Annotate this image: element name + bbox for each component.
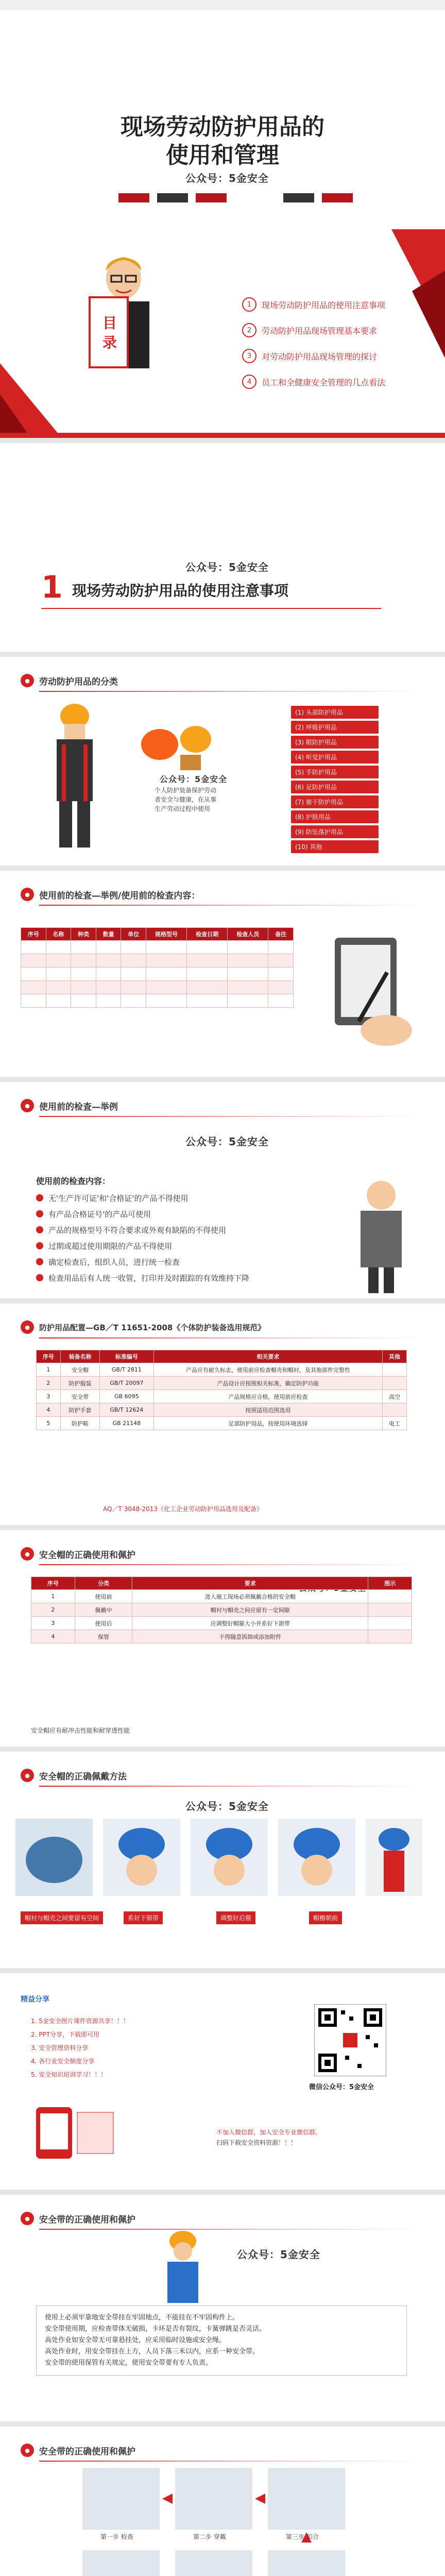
table-cell (268, 941, 294, 954)
header-underline (39, 905, 420, 906)
classification-item: (6) 足防护用品 (291, 781, 379, 793)
section1-slide (0, 443, 445, 652)
list-item: 确定检查后，组织人员，进行统一检查 (36, 1257, 324, 1267)
promo-lines (31, 2014, 129, 2081)
table-cell (96, 941, 121, 954)
header-underline (39, 1116, 420, 1117)
helmet-tag: 调整好后箍 (216, 1911, 255, 1924)
table-row (37, 1363, 407, 1377)
step-caption: 第一步 检查 (100, 2533, 133, 2540)
table-header-cell: 检查人员 (228, 928, 268, 941)
slide-header (21, 1317, 265, 1337)
separator (0, 438, 445, 443)
table-cell (121, 941, 146, 954)
header-badge-icon: ● (21, 888, 34, 901)
table-header-cell: 序号 (21, 928, 46, 941)
separator (0, 1077, 445, 1082)
table-row (31, 1590, 412, 1603)
table-cell (121, 994, 146, 1008)
table-cell (71, 994, 96, 1008)
cover-bg-shapes (0, 229, 445, 438)
table-cell: 帽衬与帽壳之间应留有一定间隙 (132, 1603, 368, 1617)
table-cell (383, 1403, 407, 1417)
check-list-slide (0, 1082, 445, 1298)
table-cell (268, 968, 294, 981)
list-item: 过期或超过使用期限的产品不得使用 (36, 1241, 324, 1251)
table-cell (268, 954, 294, 968)
table-cell (368, 1630, 412, 1643)
list-item: 产品的规格型号不符合要求或外观有缺陷的不得使用 (36, 1225, 324, 1235)
cover-slide (0, 0, 445, 229)
table-row (21, 941, 294, 954)
bullet-icon (36, 1242, 43, 1249)
cover-pill-3 (196, 193, 227, 202)
helmet-tag: 帽衬与帽壳之间要留有空间 (21, 1911, 103, 1924)
separator (0, 1968, 445, 1973)
table-cell (21, 968, 46, 981)
classification-item: (8) 护肤用品 (291, 810, 379, 823)
table-cell (121, 954, 146, 968)
table-cell (46, 941, 71, 954)
slide-header (21, 1095, 118, 1116)
bullet-icon (36, 1210, 43, 1217)
classification-item: (9) 防坠落护用品 (291, 825, 379, 838)
table-cell: 高空 (383, 1390, 407, 1403)
separator (0, 2421, 445, 2427)
separator (0, 652, 445, 657)
table-cell (383, 1377, 407, 1390)
classification-item: (7) 躯干防护用品 (291, 795, 379, 808)
table-cell (146, 994, 186, 1008)
bullet-icon (36, 1274, 43, 1281)
table-cell (46, 994, 71, 1008)
toc-num: 3 (242, 349, 256, 363)
table-row (37, 1377, 407, 1390)
table-row (21, 994, 294, 1008)
inspector-illustration (340, 1175, 422, 1293)
table-header-cell: 分类 (75, 1577, 132, 1590)
table-cell: 使用后 (75, 1617, 132, 1630)
table-cell (121, 968, 146, 981)
table-cell: GB/T 20097 (100, 1377, 153, 1390)
header-underline (39, 691, 420, 692)
ppe-gear-illustration (139, 714, 221, 775)
classification-slide (0, 657, 445, 866)
toc-text: 现场劳动防护用品的使用注意事项 (262, 300, 386, 310)
table-cell (46, 954, 71, 968)
table-cell (71, 968, 96, 981)
table-cell (368, 1590, 412, 1603)
table-cell: GB 6095 (100, 1390, 153, 1403)
phone-illustration (31, 2102, 118, 2164)
table-cell (71, 954, 96, 968)
slide-header-title: 安全帽的正确佩戴方法 (39, 1771, 127, 1782)
table-cell: 防护鞋 (60, 1417, 99, 1430)
table-cell (21, 994, 46, 1008)
step-caption: 第二步 穿戴 (193, 2533, 226, 2540)
check-list-watermark: 公众号：5金安全 (185, 1136, 269, 1148)
table-row (31, 1617, 412, 1630)
toc-text: 对劳动防护用品现场管理的探讨 (262, 351, 378, 362)
toc-item-1[interactable] (242, 294, 385, 315)
table-cell: 佩戴中 (75, 1603, 132, 1617)
table-cell (96, 981, 121, 994)
wear-note: 安全帽应有耐冲击性能和耐穿透性能 (31, 1727, 130, 1734)
helmet-tag: 帽檐朝前 (309, 1911, 342, 1924)
table-cell (21, 981, 46, 994)
belt-notes-slide (0, 2195, 445, 2421)
table-cell: 按照适用范围选用 (153, 1403, 383, 1417)
slide-header (21, 2440, 135, 2461)
classification-caption-3: 生产劳动过程中使用 (155, 805, 211, 812)
wear-table-slide (0, 1530, 445, 1747)
table-row (37, 1417, 407, 1430)
table-cell (187, 994, 228, 1008)
table-header-cell: 其他 (383, 1350, 407, 1363)
separator (0, 866, 445, 871)
classification-item: (4) 听觉护用品 (291, 751, 379, 764)
header-underline (39, 1564, 420, 1565)
toc-item-4[interactable] (242, 371, 385, 393)
table-cell (368, 1603, 412, 1617)
table-cell (228, 968, 268, 981)
table-cell (96, 954, 121, 968)
bullet-icon (36, 1258, 43, 1265)
slide-header (21, 2208, 135, 2229)
slide-header-title: 使用前的检查—举例 (39, 1101, 118, 1112)
helmet-wear-slide (0, 1752, 445, 1968)
classification-list (291, 706, 379, 855)
table-cell: 3 (31, 1617, 75, 1630)
table-cell (228, 941, 268, 954)
helmet-photos (15, 1819, 427, 1901)
cover-pill-1 (118, 193, 149, 202)
config-footnote: AQ／T 3048-2013《化工企业劳动防护用品选用及配备》 (103, 1505, 263, 1513)
table-cell: 2 (37, 1377, 61, 1390)
classification-watermark: 公众号：5金安全 (160, 774, 228, 784)
classification-item: (2) 呼吸护用品 (291, 721, 379, 734)
classification-caption-1: 个人防护装备保护劳动 (155, 787, 217, 794)
worker-illustration (155, 2226, 211, 2308)
bullet-icon (36, 1226, 43, 1233)
table-cell (96, 994, 121, 1008)
table-cell: 产品规格应合格，使用前应检查 (153, 1390, 383, 1403)
table-cell: 应调整好帽箍大小并系好下颌带 (132, 1617, 368, 1630)
table-cell: 4 (37, 1403, 61, 1417)
table-cell: GB/T 12624 (100, 1403, 153, 1417)
table-cell (268, 994, 294, 1008)
belt-notes-box (36, 2306, 407, 2376)
promo-slide (0, 1973, 445, 2190)
classification-item: (10) 其他 (291, 840, 379, 853)
table-cell: GB/T 2811 (100, 1363, 153, 1377)
table-cell (146, 941, 186, 954)
slide-header (21, 884, 200, 905)
table-cell (187, 954, 228, 968)
promo-title: 精益分享 (21, 1995, 49, 2004)
separator (0, 1747, 445, 1752)
clipboard-hand-illustration (319, 927, 422, 1061)
slide-header-title: 安全帽的正确使用和佩护 (39, 1550, 135, 1561)
belt-note: 安全带的使用保管有关规定，使用安全带要有专人负责。 (45, 2359, 213, 2367)
helmet-watermark: 公众号：5金安全 (185, 1800, 269, 1812)
belt-steps-slide (0, 2427, 445, 2576)
check-list (36, 1193, 324, 1289)
promo-line: 2. PPT分享，下载即可用 (31, 2031, 100, 2038)
table-row (37, 1403, 407, 1417)
table-cell: 不得随意拆卸或添加附件 (132, 1630, 368, 1643)
table-header-cell: 数量 (96, 928, 121, 941)
table-row (37, 1390, 407, 1403)
cover-title-line1: 现场劳动防护用品的 (121, 114, 324, 140)
cover-top-bar (0, 0, 445, 10)
check-table-slide (0, 871, 445, 1077)
classification-item: (3) 眼防护用品 (291, 736, 379, 749)
table-cell: 防护服装 (60, 1377, 99, 1390)
config-table-slide (0, 1303, 445, 1525)
slide-header-title: 安全带的正确使用和佩护 (39, 2446, 135, 2457)
table-header-cell: 备注 (268, 928, 294, 941)
header-badge-icon: ● (21, 674, 34, 687)
table-cell (228, 994, 268, 1008)
table-cell: 5 (37, 1417, 61, 1430)
bullet-icon (36, 1194, 43, 1201)
table-cell (146, 954, 186, 968)
table-header-cell: 检查日期 (187, 928, 228, 941)
cover-title-line2: 使用和管理 (166, 142, 279, 168)
section1-number: 1 (41, 569, 63, 605)
header-underline (39, 1786, 420, 1787)
toc-num: 2 (242, 323, 256, 337)
cover-pill-2 (157, 193, 188, 202)
table-cell (187, 968, 228, 981)
table-cell: 产品应有耐久标志，使用前应检查帽壳和帽衬，及其他部件完整性 (153, 1363, 383, 1377)
cover-toc-area (0, 229, 445, 438)
table-cell: 使用前 (75, 1590, 132, 1603)
table-cell: 电工 (383, 1417, 407, 1430)
table-cell (21, 941, 46, 954)
cover-pill-5 (322, 193, 353, 202)
section1-title: 现场劳动防护用品的使用注意事项 (72, 582, 289, 599)
table-cell: 防护手套 (60, 1403, 99, 1417)
promo-side-text: 不加入微信群，加入安全专业微信群。 (216, 2129, 322, 2136)
slide-header (21, 1544, 135, 1564)
cover-pill-4 (283, 193, 314, 202)
table-header-cell: 序号 (31, 1577, 75, 1590)
promo-side-text-2: 扫码下载安全资料资源！！！ (216, 2139, 297, 2146)
table-cell (383, 1363, 407, 1377)
promo-line: 4. 各行业安全制度分享 (31, 2058, 95, 2065)
check-table (21, 927, 294, 1008)
table-cell (71, 941, 96, 954)
table-cell (146, 981, 186, 994)
table-cell: 保管 (75, 1630, 132, 1643)
step-caption: 第三步 扣合 (286, 2533, 319, 2540)
qr-code-icon (314, 2004, 386, 2076)
table-cell (228, 981, 268, 994)
table-cell (368, 1617, 412, 1630)
table-cell: 2 (31, 1603, 75, 1617)
header-underline (39, 2229, 420, 2230)
catalog-label: 目 录 (100, 315, 117, 349)
promo-line: 3. 安全管理资料分享 (31, 2044, 89, 2052)
table-cell (146, 968, 186, 981)
header-badge-icon: ● (21, 1769, 34, 1782)
table-cell: 1 (37, 1363, 61, 1377)
header-badge-icon: ● (21, 1547, 34, 1561)
classification-item: (1) 头部防护用品 (291, 706, 379, 719)
toc-num: 4 (242, 375, 256, 389)
header-badge-icon: ● (21, 1320, 34, 1334)
belt-note: 安全带使用期，应检查带体无破损，卡环是否有裂纹，卡簧弹跳是否灵活。 (45, 2325, 266, 2333)
ppe-worker-illustration (36, 698, 113, 853)
table-cell (187, 981, 228, 994)
slide-header-title: 使用前的检查—举例/使用前的检查内容： (39, 890, 200, 901)
table-row (31, 1603, 412, 1617)
slide-header-title: 安全带的正确使用和佩护 (39, 2214, 135, 2225)
table-cell: 足部防护用品，按使用环境选择 (153, 1417, 383, 1430)
separator (0, 1525, 445, 1530)
table-header-cell: 装备名称 (60, 1350, 99, 1363)
table-row (31, 1630, 412, 1643)
table-cell (96, 968, 121, 981)
table-row (21, 981, 294, 994)
table-header-cell: 规格型号 (146, 928, 186, 941)
toc-item-2[interactable] (242, 319, 377, 341)
section1-watermark: 公众号：5金安全 (185, 561, 269, 573)
table-row (21, 968, 294, 981)
table-cell (268, 981, 294, 994)
list-item: 有产品合格证号'的产品可使用 (36, 1209, 324, 1219)
classification-caption-2: 者安全与健康，在从事 (155, 796, 217, 803)
belt-note: 使用上必须牢靠地安全带挂在牢固地点，不能挂在不牢固构件上。 (45, 2314, 239, 2321)
table-cell: 1 (31, 1590, 75, 1603)
belt-notes-watermark: 公众号：5金安全 (237, 2248, 320, 2261)
table-cell: 安全帽 (60, 1363, 99, 1377)
classification-item: (5) 手防护用品 (291, 766, 379, 778)
table-cell: 3 (37, 1390, 61, 1403)
config-table (36, 1350, 407, 1430)
table-cell: GB 21148 (100, 1417, 153, 1430)
table-header-cell: 要求 (132, 1577, 368, 1590)
check-list-subheader: 使用前的检查内容： (36, 1176, 111, 1186)
section1-underline (41, 608, 381, 609)
table-cell: 进入施工现场必须佩戴合格的安全帽 (132, 1590, 368, 1603)
table-cell (187, 941, 228, 954)
belt-note: 高处作业如安全带无可靠悬挂处，应采用临时设施或安全绳。 (45, 2336, 226, 2344)
list-item: 检查用品后有人统一收管，打印并及时跟踪的有效维持下降 (36, 1273, 324, 1283)
header-underline (39, 2461, 420, 2462)
slide-header (21, 1765, 127, 1786)
header-underline (39, 1337, 420, 1338)
toc-text: 劳动防护用品现场管理基本要求 (262, 326, 378, 336)
table-cell: 安全带 (60, 1390, 99, 1403)
table-cell (21, 954, 46, 968)
separator (0, 1298, 445, 1303)
table-header-cell: 序号 (37, 1350, 61, 1363)
belt-note: 高处作业时，用安全带挂在上方，人员下落三米以内，应系一种安全带。 (45, 2348, 260, 2355)
header-badge-icon: ● (21, 1099, 34, 1112)
toc-item-3[interactable] (242, 345, 377, 367)
table-cell: 4 (31, 1630, 75, 1643)
promo-wechat-label: 微信公众号：5金安全 (309, 2083, 374, 2091)
table-cell: 产品设计应按照相关标准，确定防护功能 (153, 1377, 383, 1390)
belt-step-photos (82, 2468, 350, 2576)
slide-header-title: 劳动防护用品的分类 (39, 676, 118, 687)
table-header-cell: 名称 (46, 928, 71, 941)
table-header-cell: 相关要求 (153, 1350, 383, 1363)
helmet-tag: 系好下颏带 (124, 1911, 163, 1924)
catalog-card (89, 296, 129, 368)
table-cell (121, 981, 146, 994)
table-cell (71, 981, 96, 994)
table-header-cell: 标准编号 (100, 1350, 153, 1363)
slide-header (21, 670, 118, 691)
table-cell (228, 954, 268, 968)
table-cell (46, 981, 71, 994)
header-badge-icon: ● (21, 2212, 34, 2225)
separator (0, 2190, 445, 2195)
wear-table (31, 1577, 412, 1643)
cover-watermark: 公众号：5金安全 (185, 172, 269, 184)
table-cell (46, 968, 71, 981)
toc-num: 1 (242, 297, 256, 312)
table-header-cell: 图示 (368, 1577, 412, 1590)
toc-text: 员工和全健康安全管理的几点看法 (262, 377, 386, 387)
list-item: 无'生产许可证'和'合格证'的产品不得使用 (36, 1193, 324, 1204)
table-row (21, 954, 294, 968)
slide-header-title: 防护用品配置—GB／T 11651-2008《个体防护装备选用规范》 (39, 1323, 266, 1332)
promo-line: 5. 安全知识培训学习！！！ (31, 2071, 107, 2078)
table-header-cell: 单位 (121, 928, 146, 941)
promo-line: 1. 5金安全图片课件资源共享！！！ (31, 2018, 129, 2025)
header-badge-icon: ● (21, 2444, 34, 2457)
table-header-cell: 种类 (71, 928, 96, 941)
